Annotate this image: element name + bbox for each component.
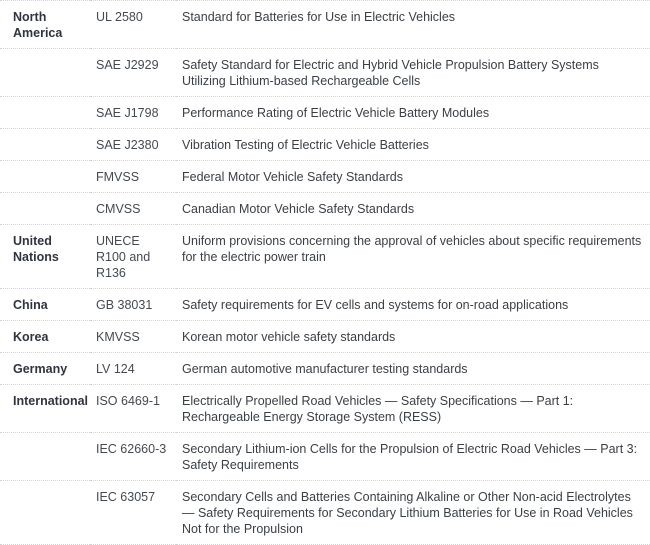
standard-code-cell: GB 38031 (90, 289, 176, 321)
standard-code-cell: IEC 62660-3 (90, 433, 176, 481)
description-cell: Uniform provisions concerning the approval of vehicles about specific requirements for the electric power train (176, 225, 650, 289)
region-cell (0, 481, 90, 545)
region-cell (0, 129, 90, 161)
description-cell: Secondary Lithium-ion Cells for the Propulsion of Electric Road Vehicles — Part 3: Safety Requirements (176, 433, 650, 481)
table-row (0, 129, 650, 161)
standard-code-cell: SAE J2929 (90, 49, 176, 97)
description-cell: Vibration Testing of Electric Vehicle Batteries (176, 129, 650, 161)
region-cell: Korea (0, 321, 90, 353)
standard-code-cell: SAE J2380 (90, 129, 176, 161)
table-row (0, 97, 650, 129)
description-cell: German automotive manufacturer testing standards (176, 353, 650, 385)
table-row (0, 193, 650, 225)
description-cell: Korean motor vehicle safety standards (176, 321, 650, 353)
region-cell (0, 433, 90, 481)
table-row (0, 353, 650, 385)
standard-code-cell: UL 2580 (90, 1, 176, 49)
table-row (0, 161, 650, 193)
standard-code-cell: UNECE R100 and R136 (90, 225, 176, 289)
table-row (0, 49, 650, 97)
table-row (0, 385, 650, 433)
region-cell: Germany (0, 353, 90, 385)
description-cell: Safety requirements for EV cells and systems for on-road applications (176, 289, 650, 321)
region-cell (0, 97, 90, 129)
description-cell: Federal Motor Vehicle Safety Standards (176, 161, 650, 193)
description-cell: Performance Rating of Electric Vehicle Battery Modules (176, 97, 650, 129)
standard-code-cell: LV 124 (90, 353, 176, 385)
region-cell: China (0, 289, 90, 321)
standard-code-cell: SAE J1798 (90, 97, 176, 129)
description-cell: Safety Standard for Electric and Hybrid Vehicle Propulsion Battery Systems Utilizing Lithium-based Rechargeable Cells (176, 49, 650, 97)
region-cell (0, 193, 90, 225)
standard-code-cell: CMVSS (90, 193, 176, 225)
region-cell (0, 49, 90, 97)
region-cell: North America (0, 1, 90, 49)
description-cell: Electrically Propelled Road Vehicles — Safety Specifications — Part 1: Rechargeable Energy Storage System (RESS) (176, 385, 650, 433)
description-cell: Secondary Cells and Batteries Containing Alkaline or Other Non-acid Electrolytes — Safety Requirements for Secondary Lithium Batteries for Use in Road Vehicles Not for the Propulsion (176, 481, 650, 545)
table-row (0, 433, 650, 481)
region-cell: International (0, 385, 90, 433)
region-cell: United Nations (0, 225, 90, 289)
description-cell: Canadian Motor Vehicle Safety Standards (176, 193, 650, 225)
description-cell: Standard for Batteries for Use in Electric Vehicles (176, 1, 650, 49)
table-row (0, 481, 650, 545)
standard-code-cell: FMVSS (90, 161, 176, 193)
table-row (0, 1, 650, 49)
standard-code-cell: IEC 63057 (90, 481, 176, 545)
standard-code-cell: ISO 6469-1 (90, 385, 176, 433)
table-row (0, 225, 650, 289)
standard-code-cell: KMVSS (90, 321, 176, 353)
table-row (0, 289, 650, 321)
region-cell (0, 161, 90, 193)
table-row (0, 321, 650, 353)
